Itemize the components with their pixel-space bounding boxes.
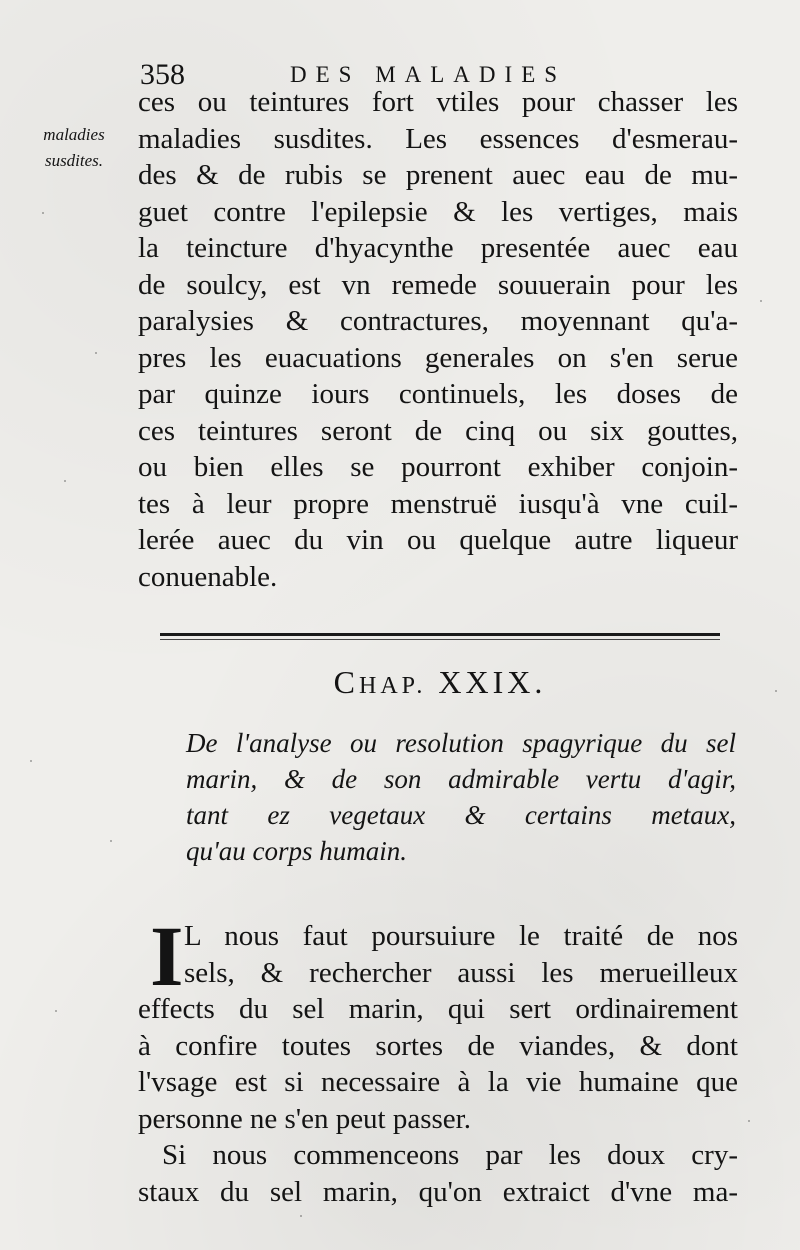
margin-note-line: maladies: [43, 125, 105, 144]
subtitle-line: De l'analyse ou resolution spagyrique du sel: [186, 728, 736, 758]
chapter-heading: [140, 662, 740, 706]
text-line: à confire toutes sortes de viandes, & dont: [138, 1029, 738, 1062]
running-title: DES MALADIES: [290, 62, 567, 87]
text-line: lerée auec du vin ou quelque autre liqueur: [138, 524, 738, 556]
page-number: 358: [140, 58, 185, 91]
subtitle-line: tant ez vegetaux & certains metaux,: [186, 800, 736, 830]
text-line: de soulcy, est vn remede souuerain pour les: [138, 268, 738, 301]
chapter-rule: [160, 633, 720, 636]
body-paragraph: [138, 908, 738, 1210]
text-line: L nous faut poursuiure le traité de nos: [184, 920, 738, 952]
text-line: guet contre l'epilepsie & les vertiges, mais: [138, 195, 738, 228]
chapter-rule-thin: [160, 639, 720, 640]
text-line: tes à leur propre menstruë iusqu'à vne cuil-: [138, 487, 738, 520]
text-line: maladies susdites. Les essences d'esmerau-: [138, 122, 738, 155]
text-line: paralysies & contractures, moyennant qu'a-: [138, 305, 738, 337]
margin-note: [18, 122, 130, 174]
text-line: ou bien elles se pourront exhiber conjoin-: [138, 451, 738, 483]
text-line: pres les euacuations generales on s'en serue: [138, 341, 738, 374]
chapter-number: XXIX.: [438, 664, 547, 700]
chapter-subtitle: [186, 725, 736, 869]
text-line: sels, & rechercher aussi les merueilleux: [184, 956, 738, 989]
text-line: effects du sel marin, qui sert ordinairement: [138, 993, 738, 1025]
top-paragraph: [138, 84, 738, 595]
subtitle-line: marin, & de son admirable vertu d'agir,: [186, 764, 736, 794]
text-line: conuenable.: [138, 560, 278, 593]
text-line: Si nous commenceons par les doux cry-: [162, 1139, 738, 1171]
text-line: ces ou teintures fort vtiles pour chasser les: [138, 86, 738, 118]
text-line: l'vsage est si necessaire à la vie humaine que: [138, 1066, 738, 1098]
drop-cap: I: [150, 908, 184, 1004]
chapter-prefix: C: [333, 664, 359, 700]
text-line: la teincture d'hyacynthe presentée auec eau: [138, 232, 738, 264]
margin-note-line: susdites.: [44, 151, 104, 170]
text-line: staux du sel marin, qu'on extraict d'vne ma-: [138, 1175, 738, 1208]
text-line: personne ne s'en peut passer.: [138, 1102, 471, 1135]
subtitle-line: qu'au corps humain.: [186, 836, 408, 866]
text-line: ces teintures seront de cinq ou six gouttes,: [138, 414, 738, 447]
chapter-small-caps: HAP.: [359, 673, 427, 699]
text-line: des & de rubis se prenent auec eau de mu-: [138, 159, 738, 191]
text-line: par quinze iours continuels, les doses de: [138, 378, 738, 410]
